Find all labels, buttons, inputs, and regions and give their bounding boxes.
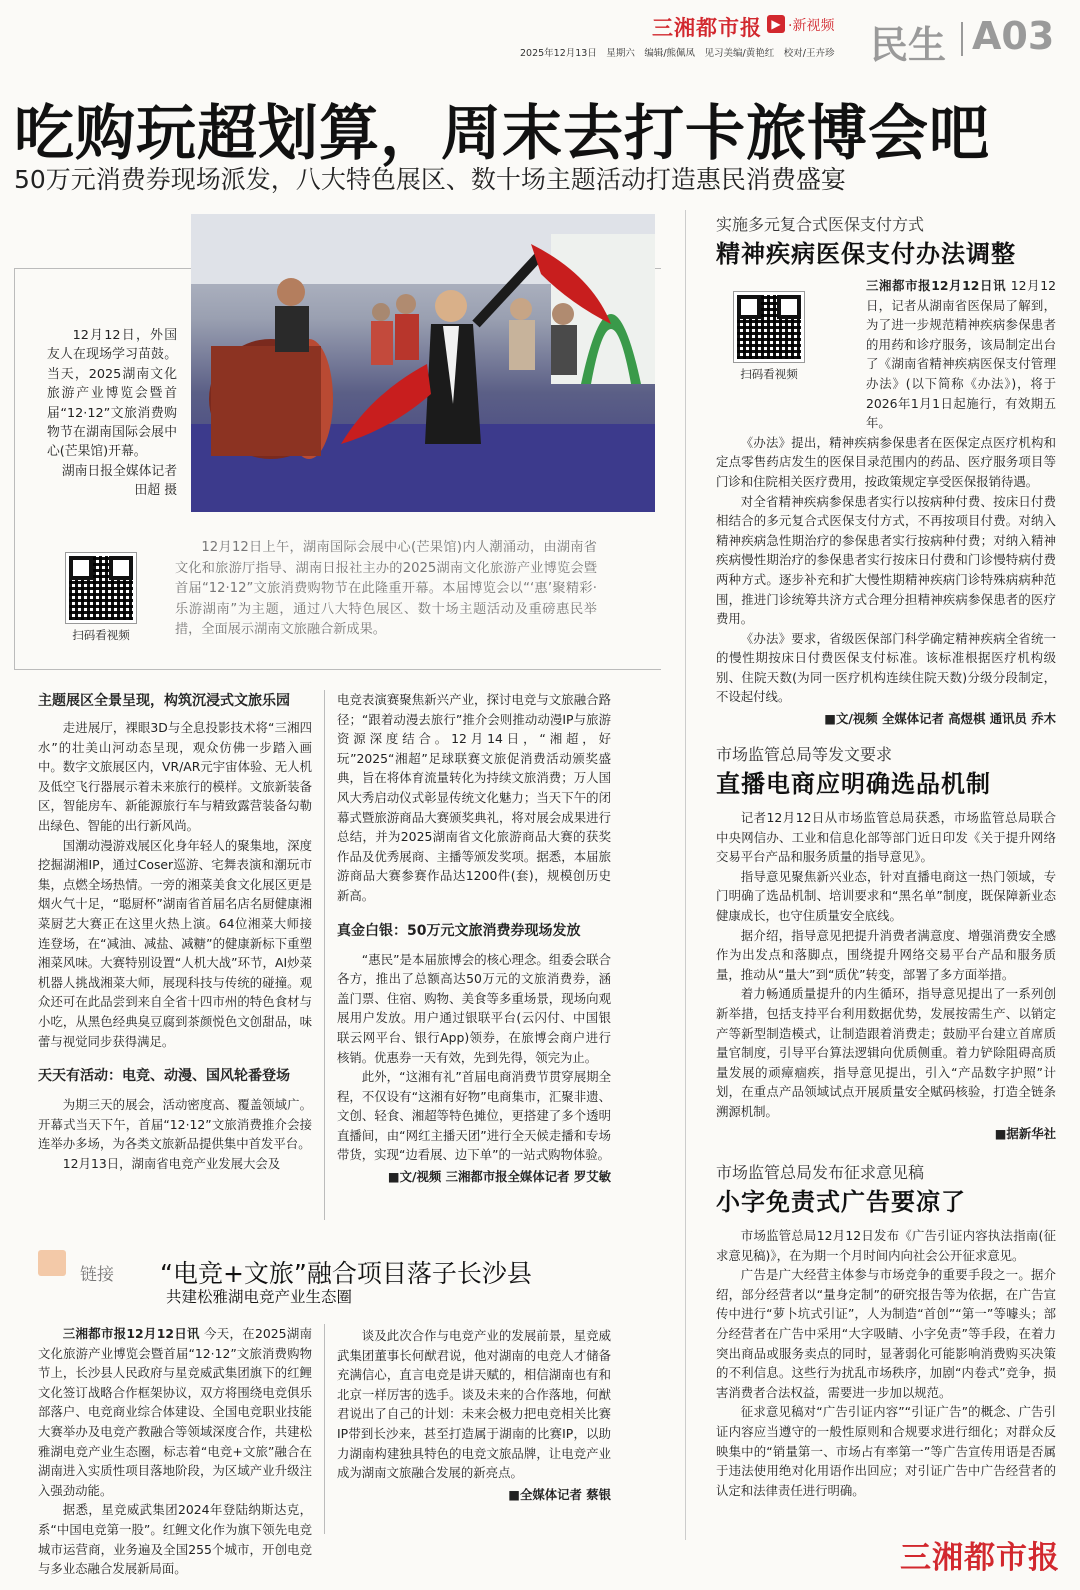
story2-headline: 直播电商应明确选品机制: [716, 770, 991, 798]
body-paragraph: 此外，“这湘有礼”首届电商消费节贯穿展期全程，不仅设有“这湘有好物”电商集市，汇聚非遗、文创、轻食、湘超等特色摊位，更搭建了多个透明直播间，由“网红主播天团”进行全天候走播和专场带货，实现“边看展、边下单”的一站式购物体验。: [337, 1069, 611, 1163]
body-paragraph: 12月13日，湖南省电竞产业发展大会及: [62, 1155, 281, 1171]
lead-intro: 12月12日上午，湖南国际会展中心(芒果馆)内人潮涌动，由湖南省文化和旅游厅指导、湖南日报社主办的2025湖南文化旅游产业博览会暨首届“12·12”文旅消费购物节在此隆重开幕。本届博览会以“‘惠’聚精彩·乐游湖南”为主题，通过八大特色展区、数十场主题活动及重磅惠民举措，全面展示湖南文旅融合新成果。: [175, 540, 597, 638]
body-paragraph: 为期三天的展会，活动密度高、覆盖领域广。开幕式当天下午，首届“12·12”文旅消费推介会接连举办多场，为各类文旅新品提供集中首发平台。: [38, 1097, 312, 1152]
body-paragraph: “惠民”是本届旅博会的核心理念。组委会联合各方，推出了总额高达50万元的文旅消费券，涵盖门票、住宿、购物、美食等多重场景，现场向观展用户发放。用户通过银联平台(云闪付、中国银联云网平台、银行App)领券，在旅博会商户进行核销。优惠券一天有效，先到先得，领完为止。: [337, 951, 611, 1065]
body-paragraph: 谈及此次合作与电竞产业的发展前景，星竞威武集团董事长何猷君说，他对湖南的电竞人才储备充满信心，直言电竞是讲天赋的，相信湖南也有和北京一样厉害的选手。谈及未来的合作落地，何猷君说出了自己的计划：未来会极力把电竞相关比赛IP带到长沙来，甚至打造属于湖南的比赛IP，以助力湖南构建独具特色的电竞文旅品牌，让电竞产业成为湖南文旅融合发展的新亮点。: [337, 1328, 611, 1481]
body-paragraph: 指导意见聚焦新兴业态，针对直播电商这一热门领域，专门明确了选品机制、培训要求和“黑名单”制度，既保障新业态健康成长，也守住质量安全底线。: [716, 868, 1056, 923]
subheading-theme-zones: 主题展区全景呈现，构筑沉浸式文旅乐园: [38, 693, 290, 709]
story2-body: [716, 808, 1056, 1142]
qr-label: 扫码看视频: [740, 367, 798, 381]
section-divider: [961, 22, 963, 56]
link-headline: “电竞+文旅”融合项目落子长沙县: [160, 1259, 532, 1288]
link-p1-text: 今天，在2025湖南文化旅游产业博览会暨首届“12·12”文旅消费购物节上，长沙县人民政府与星竞威武集团旗下的红鲤文化签订战略合作框架协议，双方将围绕电竞俱乐部落户、电竞商业综合体建设、全国电竞职业技能大赛举办及电竞产教融合等领域深度合作，共建松雅湖电竞产业生态圈，标志着“电竞+文旅”融合在湖南进入实质性项目落地阶段，为区域产业升级注入强劲动能。: [38, 1326, 312, 1498]
masthead-brand: 三湘都市报: [652, 16, 762, 40]
story2-byline: ■据新华社: [994, 1125, 1056, 1141]
body-paragraph: 《办法》要求，省级医保部门科学确定精神疾病全省统一的慢性期按床日付费医保支付标准。该标准根据医疗机构级别、住院天数(为同一医疗机构连续住院天数)分级分段制定，不设起付线。: [716, 630, 1056, 705]
body-paragraph: 据介绍，指导意见把提升消费者满意度、增强消费安全感作为出发点和落脚点，围绕提升网络交易平台产品和服务质量，推动从“量大”到“质优”转变，部署了多方面举措。: [716, 927, 1056, 982]
photo-caption: [47, 326, 177, 501]
story1-paragraph-1: [866, 276, 1056, 433]
lead-subhead: 50万元消费券现场派发，八大特色展区、数十场主题活动打造惠民消费盛宴: [14, 165, 846, 194]
story1-byline: ■文/视频 全媒体记者 高煜棋 通讯员 乔木: [824, 711, 1056, 727]
story1-p1-text: 12月12日，记者从湖南省医保局了解到，为了进一步规范精神疾病参保患者的用药和诊疗服务，该局制定出台了《湖南省精神疾病医保支付管理办法》(以下简称《办法》)，将于2026年1月1日起施行，有效期五年。: [866, 278, 1056, 431]
footer-brand-text: 三湘都市报: [900, 1540, 1060, 1576]
photo-credit: 湖南日报全媒体记者 田超 摄: [61, 463, 177, 499]
story1-kicker: 实施多元复合式医保支付方式: [716, 215, 925, 234]
link-paragraph-1: [38, 1324, 312, 1500]
masthead: [520, 12, 1065, 67]
story1-headline: 精神疾病医保支付办法调整: [716, 240, 1016, 268]
footer-brand-logo: [884, 1532, 1060, 1576]
subheading-activities: 天天有活动：电竞、动漫、国风轮番登场: [38, 1068, 290, 1085]
link-byline: ■全媒体记者 蔡银: [508, 1486, 611, 1502]
body-paragraph: 国潮动漫游戏展区化身年轻人的聚集地，深度挖掘湖湘IP，通过Coser巡游、宅舞表演和潮玩市集，点燃全场热情。一旁的湘菜美食文化展区更是烟火气十足，“聪厨杯”湖南省首届名店名厨健康湘菜厨艺大赛正在这里火热上演。64位湘菜大师接连登场，在“减油、减盐、减糖”的健康新标下重塑湘菜风味。大赛特别设置“人机大战”环节，AI炒菜机器人挑战湘菜大师，展现科技与传统的碰撞。观众还可在此品尝到来自全省十四市州的特色食材与小吃，从黑色经典臭豆腐到茶颜悦色文创甜品，味蕾与视觉同步获得满足。: [38, 837, 312, 1049]
lead-column-2: [337, 690, 611, 1185]
body-paragraph: 对全省精神疾病参保患者实行以按病种付费、按床日付费相结合的多元复合式医保支付方式，不再按项目付费。对纳入精神疾病急性期治疗的参保患者实行按病种付费；对纳入精神疾病慢性期治疗的参保患者实行按床日付费和门诊慢特病付费两种方式。逐步补充和扩大慢性期精神疾病门诊特殊病病种范围，推进门诊统筹共济方式合理分担精神疾病参保患者的医疗费用。: [716, 493, 1056, 627]
column-divider: [324, 690, 325, 1220]
lead-qr[interactable]: [66, 553, 136, 643]
subheading-vouchers: 真金白银：50万元文旅消费券现场发放: [337, 922, 581, 939]
right-column-divider: [685, 210, 686, 1540]
link-column-2: [337, 1326, 611, 1503]
link-tag-text: 链接: [80, 1265, 114, 1285]
link-tag: [38, 1250, 138, 1290]
dateline: 2025年12月13日 星期六 编辑/熊佩凤 见习美编/黄艳红 校对/王卉珍: [520, 48, 835, 59]
photo-caption-text: 12月12日，外国友人在现场学习苗鼓。当天，2025湖南文化旅游产业博览会暨首届“12·12”文旅消费购物节在湖南国际会展中心(芒果馆)开幕。: [47, 328, 177, 460]
body-paragraph: 广告是广大经营主体参与市场竞争的重要手段之一。据介绍，部分经营者以“量身定制”的研究报告等为依据，在广告宣传中进行“萝卜坑式引证”，人为制造“首创”“第一”等噱头；部分经营者在广告中采用“大字吸睛、小字免责”等手段，在着力突出商品或服务卖点的同时，显著弱化可能影响消费购买决策的不利信息。这些行为扰乱市场秩序，加剧“内卷式”竞争，损害消费者合法权益，需要进一步加以规范。: [716, 1267, 1056, 1400]
story3-kicker: 市场监管总局发布征求意见稿: [716, 1163, 925, 1182]
story3-headline: 小字免责式广告要凉了: [716, 1188, 966, 1216]
body-paragraph: 走进展厅，裸眼3D与全息投影技术将“三湘四水”的壮美山河动态呈现，观众仿佛一步踏入画中。数字文旅展区内，VR/AR元宇宙体验、无人机及低空飞行器展示着未来旅行的模样。文旅新装备区，智能房车、新能源旅行车与精致露营装备勾勒出绿色、智能的出行新风尚。: [38, 720, 312, 833]
link-tag-mark: [38, 1250, 66, 1276]
body-paragraph: 征求意见稿对“广告引证内容”“引证广告”的概念、广告引证内容应当遵守的一般性原则和合规要求进行细化；对群众反映集中的“销量第一、市场占有率第一”等广告宣传用语是否属于违法使用绝对化用语作出回应；对引证广告中广告经营者的认定和法律责任进行明确。: [716, 1404, 1056, 1498]
lead-byline: ■文/视频 三湘都市报全媒体记者 罗艾敏: [387, 1169, 611, 1185]
video-logo-icon: ▶: [767, 15, 785, 33]
qr-label: 扫码看视频: [72, 628, 130, 642]
body-paragraph: 电竞表演赛聚焦新兴产业，探讨电竞与文旅融合路径；“跟着动漫去旅行”推介会则推动动漫IP与旅游资源深度结合。12月14日，“湘超，好玩”2025“湘超”足球联赛文旅促消费活动颁奖盛典，旨在将体育流量转化为持续文旅消费；万人国风大秀启动仪式彰显传统文化魅力；当天下午的闭幕式暨旅游商品大赛颁奖典礼，将对展会成果进行总结，并为2025湖南省文化旅游商品大赛的获奖作品及优秀展商、主播等颁发奖项。据悉，本届旅游商品大赛参赛作品达1200件(套)，规模创历史新高。: [337, 692, 611, 903]
story1-body: [716, 276, 1056, 727]
story3-body: [716, 1226, 1056, 1536]
link-lead-tag: 三湘都市报12月12日讯: [62, 1326, 200, 1341]
column-divider: [324, 1324, 325, 1534]
lead-headline: 吃购玩超划算，周末去打卡旅博会吧: [14, 99, 990, 169]
body-paragraph: 着力畅通质量提升的内生循环，指导意见提出了一系列创新举措，包括支持平台利用数据优势，发展按需生产、以销定产等新型制造模式，让制造跟着消费走；鼓励平台建立首席质量官制度，引导平台算法逻辑向优质侧重。着力铲除阻碍高质量发展的顽瘴痼疾，指导意见提出，引入“产品数字护照”计划，在重点产品领域试点开展质量安全赋码核验，打造全链条溯源机制。: [716, 986, 1056, 1119]
page-number: A03: [972, 14, 1055, 58]
qr-code-icon[interactable]: [66, 553, 136, 623]
body-paragraph: 据悉，星竞威武集团2024年登陆纳斯达克，系“中国电竞第一股”。红鲤文化作为旗下领先电竞城市运营商，业务遍及全国255个城市，开创电竞与多业态融合发展新局面。: [38, 1502, 312, 1577]
body-paragraph: 记者12月12日从市场监管总局获悉，市场监管总局联合中央网信办、工业和信息化部等部门近日印发《关于提升网络交易平台产品和服务质量的指导意见》。: [716, 810, 1056, 865]
body-paragraph: 市场监管总局12月12日发布《广告引证内容执法指南(征求意见稿)》，在为期一个月时间内向社会公开征求意见。: [716, 1228, 1056, 1263]
link-column-1: [38, 1324, 312, 1579]
body-paragraph: 《办法》提出，精神疾病参保患者在医保定点医疗机构和定点零售药店发生的医保目录范围内的药品、医疗服务项目等门诊和住院相关医疗费用，按政策规定享受医保报销待遇。: [716, 434, 1056, 489]
section-name: 民生: [870, 23, 947, 67]
story1-lead-tag: 三湘都市报12月12日讯: [866, 278, 1007, 293]
story2-kicker: 市场监管总局等发文要求: [716, 745, 893, 764]
lead-column-1: [38, 690, 312, 1173]
link-subhead: 共建松雅湖电竞产业生态圈: [166, 1288, 353, 1306]
masthead-video: ·新视频: [788, 18, 835, 34]
lead-photo: [191, 214, 655, 512]
